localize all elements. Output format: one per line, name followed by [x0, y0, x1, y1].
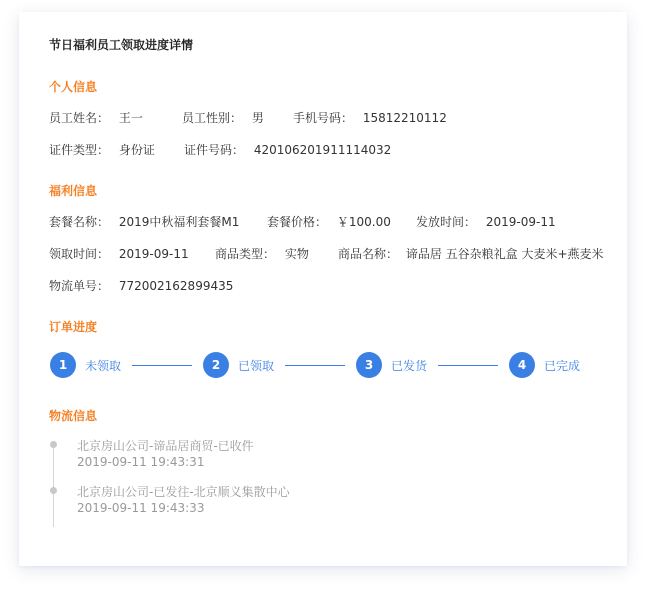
welfare-info-heading: 福利信息	[49, 184, 98, 198]
tracking-number-label: 物流单号：	[49, 279, 110, 293]
step-4-circle: 4	[509, 352, 535, 378]
package-name-label: 套餐名称：	[49, 215, 110, 229]
employee-gender-label: 员工性别：	[182, 111, 243, 125]
step-2-circle: 2	[203, 352, 229, 378]
receive-time-label: 领取时间：	[49, 247, 110, 261]
employee-gender-field	[182, 109, 264, 126]
tracking-number-field	[49, 277, 233, 294]
page-title: 节日福利员工领取进度详情	[49, 38, 194, 52]
step-connector-1	[132, 365, 192, 366]
step-2-label: 已领取	[238, 359, 275, 373]
employee-name-field	[49, 109, 143, 126]
step-connector-2	[285, 365, 345, 366]
timeline-event-desc: 北京房山公司-已发往-北京顺义集散中心	[77, 485, 290, 499]
employee-name-value: 王一	[118, 111, 143, 125]
id-number-label: 证件号码：	[184, 143, 245, 157]
step-3-label: 已发货	[391, 359, 428, 373]
step-1-label: 未领取	[85, 359, 122, 373]
timeline-line	[53, 441, 54, 527]
employee-gender-value: 男	[251, 111, 264, 125]
package-price-field	[267, 213, 391, 230]
package-name-value: 2019中秋福利套餐M1	[118, 215, 240, 229]
issue-time-label: 发放时间：	[416, 215, 477, 229]
goods-type-label: 商品类型：	[215, 247, 276, 261]
step-connector-3	[438, 365, 498, 366]
tracking-number-value: 772002162899435	[118, 279, 234, 293]
timeline-event-time: 2019-09-11 19:43:31	[77, 455, 205, 469]
goods-name-field	[338, 245, 604, 262]
goods-name-label: 商品名称：	[338, 247, 399, 261]
id-number-value: 420106201911114032	[253, 143, 392, 157]
receive-time-value: 2019-09-11	[118, 247, 189, 261]
step-3-circle: 3	[356, 352, 382, 378]
id-number-field	[184, 141, 391, 158]
timeline-dot	[50, 441, 57, 448]
package-price-label: 套餐价格：	[267, 215, 328, 229]
goods-type-field	[215, 245, 309, 262]
timeline-event-time: 2019-09-11 19:43:33	[77, 501, 205, 515]
detail-card	[19, 12, 627, 566]
id-type-value: 身份证	[118, 143, 155, 157]
timeline-event-desc: 北京房山公司-谛品居商贸-已收件	[77, 439, 254, 453]
phone-field	[293, 109, 447, 126]
personal-info-heading: 个人信息	[49, 80, 98, 94]
employee-name-label: 员工姓名：	[49, 111, 110, 125]
phone-value: 15812210112	[362, 111, 447, 125]
id-type-label: 证件类型：	[49, 143, 110, 157]
goods-name-value: 谛品居 五谷杂粮礼盒 大麦米+燕麦米	[405, 247, 604, 261]
step-1-circle: 1	[50, 352, 76, 378]
package-name-field	[49, 213, 239, 230]
timeline-dot	[50, 487, 57, 494]
receive-time-field	[49, 245, 189, 262]
step-4-label: 已完成	[544, 359, 581, 373]
order-progress-heading: 订单进度	[49, 320, 98, 334]
goods-type-value: 实物	[284, 247, 309, 261]
phone-label: 手机号码：	[293, 111, 354, 125]
id-type-field	[49, 141, 155, 158]
package-price-value: ￥100.00	[336, 215, 391, 229]
logistics-info-heading: 物流信息	[49, 409, 98, 423]
issue-time-value: 2019-09-11	[485, 215, 556, 229]
issue-time-field	[416, 213, 556, 230]
